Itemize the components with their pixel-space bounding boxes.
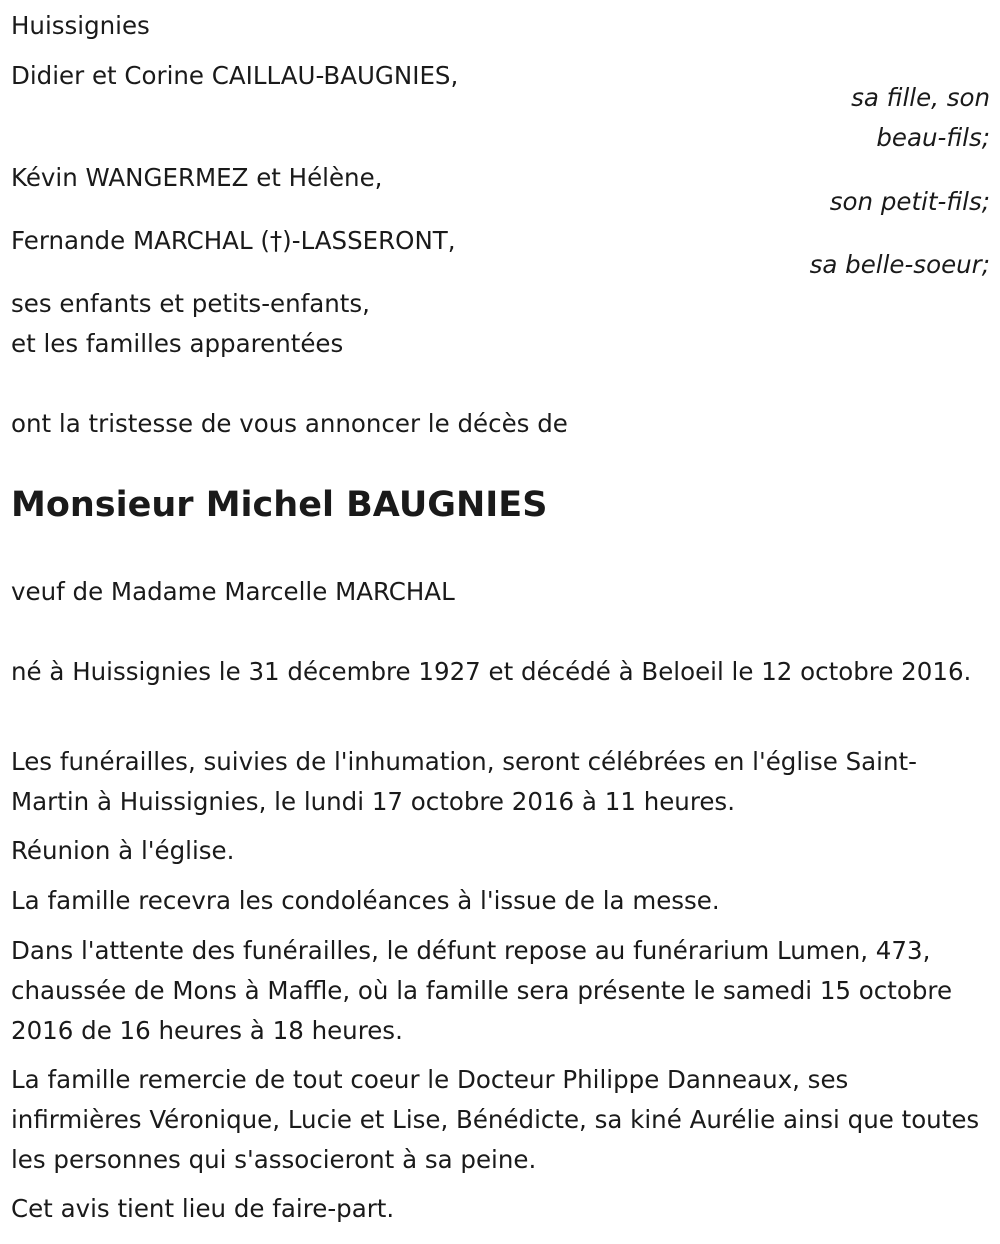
paragraph-funerarium: Dans l'attente des funérailles, le défunt repose au funérarium Lumen, 473, chaussée de Mons à Maffle, où la famille sera présente le samedi 15 octobre 2016 de 16 heures à 18 heures. [11, 936, 953, 1045]
family-relation-1b: beau-fils; [876, 123, 990, 152]
family-relation-1a: sa fille, son [851, 83, 990, 112]
family-name-2: Kévin WANGERMEZ et Hélène, [11, 163, 383, 192]
family-name-3: Fernande MARCHAL (†)-LASSERONT, [11, 226, 456, 255]
others-line-1: ses enfants et petits-enfants, [11, 289, 370, 318]
paragraph-meeting: Réunion à l'église. [11, 836, 235, 865]
family-relation-3: sa belle-soeur; [809, 250, 990, 279]
family-name-1: Didier et Corine CAILLAU-BAUGNIES, [11, 61, 459, 90]
paragraph-birth-death: né à Huissignies le 31 décembre 1927 et décédé à Beloeil le 12 octobre 2016. [11, 657, 972, 686]
family-relation-2: son petit-fils; [829, 187, 990, 216]
paragraph-thanks: La famille remercie de tout coeur le Docteur Philippe Danneaux, ses infirmières Véronique, Lucie et Lise, Bénédicte, sa kiné Aurélie ainsi que toutes les personnes qui s'associeront à sa peine. [11, 1065, 980, 1174]
widow-of: veuf de Madame Marcelle MARCHAL [11, 577, 455, 606]
others-line-2: et les familles apparentées [11, 329, 344, 358]
deceased-name: Monsieur Michel BAUGNIES [11, 485, 548, 525]
header-place: Huissignies [11, 11, 150, 40]
announcement: ont la tristesse de vous annoncer le décès de [11, 409, 568, 438]
paragraph-funeral: Les funérailles, suivies de l'inhumation, seront célébrées en l'église Saint-Martin à Huissignies, le lundi 17 octobre 2016 à 11 heures. [11, 747, 917, 816]
paragraph-condolences: La famille recevra les condoléances à l'issue de la messe. [11, 886, 720, 915]
paragraph-notice: Cet avis tient lieu de faire-part. [11, 1194, 395, 1223]
